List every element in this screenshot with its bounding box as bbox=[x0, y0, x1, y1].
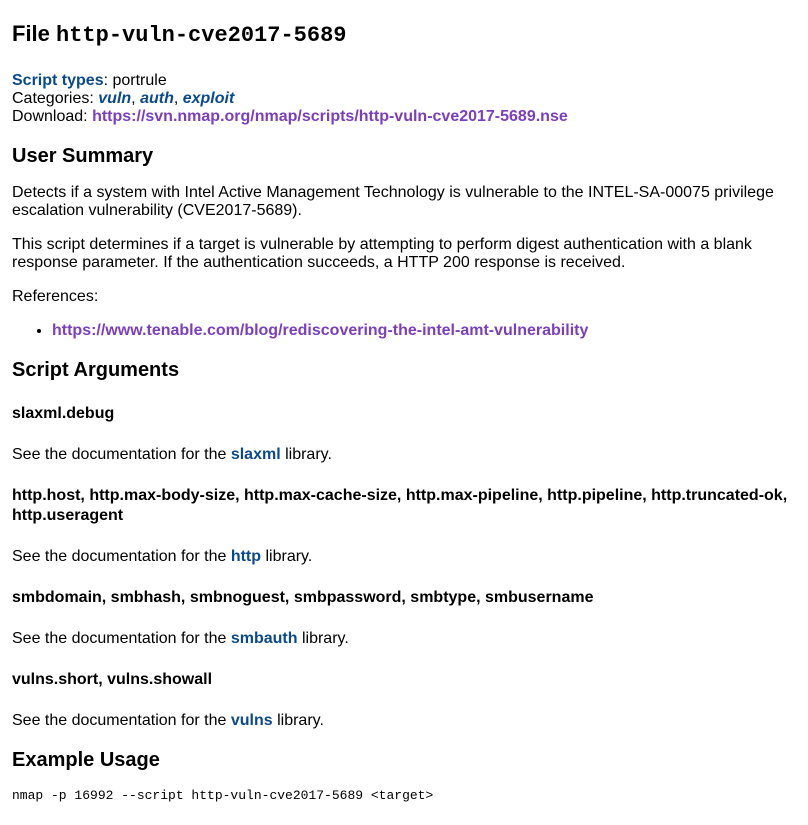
summary-paragraph-2: This script determines if a target is vulnerable by attempting to perform digest authentication with a blank response parameter. If the authentication succeeds, a HTTP 200 response is received. bbox=[12, 236, 752, 271]
script-types-link[interactable]: Script types bbox=[12, 72, 104, 89]
script-name: http-vuln-cve2017-5689 bbox=[56, 23, 347, 48]
doc-prefix: See the documentation for the bbox=[12, 446, 227, 463]
categories-label: Categories: bbox=[12, 90, 94, 107]
doc-suffix: library. bbox=[277, 712, 324, 729]
category-link-auth[interactable]: auth bbox=[140, 90, 174, 107]
references-list bbox=[12, 322, 796, 340]
category-link-vuln[interactable]: vuln bbox=[98, 90, 132, 107]
argument-name-vulns: vulns.short, vulns.showall bbox=[12, 671, 213, 688]
page-content bbox=[0, 20, 808, 804]
script-types-row: Script types: portrule bbox=[12, 72, 167, 89]
list-item bbox=[52, 322, 796, 340]
doc-suffix: library. bbox=[265, 548, 313, 565]
category-link-exploit[interactable]: exploit bbox=[182, 90, 235, 107]
script-types-value: portrule bbox=[112, 72, 167, 89]
reference-link[interactable]: https://www.tenable.com/blog/rediscovering-the-intel-amt-vulnerability bbox=[52, 322, 589, 339]
script-metadata bbox=[12, 72, 796, 126]
page-title bbox=[12, 20, 796, 50]
doc-prefix: See the documentation for the bbox=[12, 548, 227, 565]
argument-doc-slaxml bbox=[12, 446, 796, 464]
library-link-http[interactable]: http bbox=[230, 548, 262, 565]
example-command: nmap -p 16992 --script http-vuln-cve2017-5689 <target> bbox=[12, 788, 434, 803]
download-label: Download: bbox=[12, 108, 88, 125]
categories-row: Categories: vuln, auth, exploit bbox=[12, 90, 235, 107]
library-link-slaxml[interactable]: slaxml bbox=[230, 446, 281, 463]
library-link-vulns[interactable]: vulns bbox=[230, 712, 273, 729]
argument-name-smbauth: smbdomain, smbhash, smbnoguest, smbpassword, smbtype, smbusername bbox=[12, 589, 594, 606]
doc-prefix: See the documentation for the bbox=[12, 630, 227, 647]
argument-name-slaxml: slaxml.debug bbox=[12, 405, 115, 422]
argument-doc-http bbox=[12, 548, 796, 566]
argument-doc-vulns bbox=[12, 712, 796, 730]
doc-suffix: library. bbox=[285, 446, 332, 463]
doc-prefix: See the documentation for the bbox=[12, 712, 227, 729]
references-label: References: bbox=[12, 288, 99, 305]
script-arguments-heading: Script Arguments bbox=[12, 359, 180, 381]
example-usage-heading: Example Usage bbox=[12, 749, 160, 771]
download-link[interactable]: https://svn.nmap.org/nmap/scripts/http-vuln-cve2017-5689.nse bbox=[92, 108, 568, 125]
summary-paragraph-1: Detects if a system with Intel Active Management Technology is vulnerable to the INTEL-SA-00075 privilege escalation vulnerability (CVE2017-5689). bbox=[12, 184, 774, 219]
download-row bbox=[12, 108, 796, 126]
user-summary-heading: User Summary bbox=[12, 145, 154, 167]
argument-doc-smbauth bbox=[12, 630, 796, 648]
library-link-smbauth[interactable]: smbauth bbox=[230, 630, 298, 647]
doc-suffix: library. bbox=[301, 630, 349, 647]
page-title-prefix: File bbox=[12, 21, 50, 46]
argument-name-http: http.host, http.max-body-size, http.max-cache-size, http.max-pipeline, http.pipeline, http.truncated-ok, http.useragent bbox=[12, 487, 788, 524]
